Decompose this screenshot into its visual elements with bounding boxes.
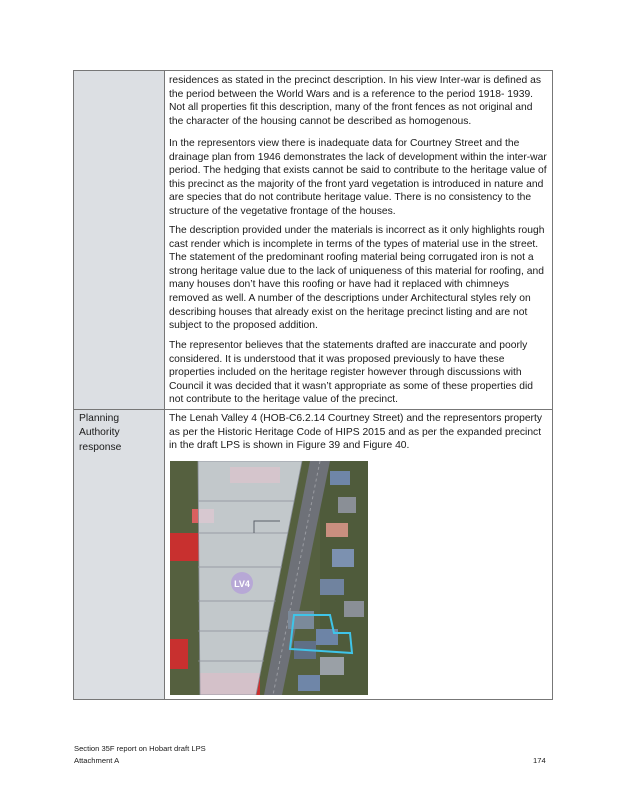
response-text: The Lenah Valley 4 (HOB-C6.2.14 Courtney Street) and the representors property as per the Historic Heritage Code of HIPS 2015 and as per the expanded precinct in the draft LPS is shown in Figure 39 and Figure 40. <box>169 413 542 452</box>
document-table <box>73 70 553 700</box>
paragraph-4: The representor believes that the statements drafted are inaccurate and poorly considered. It is understood that it was proposed previously to have these properties included on the heritage register however through discussions with Council it was decided that it wasn’t appropriate as some of these properties did not contribute to the heritage value of the precinct. <box>169 340 534 406</box>
precinct-map-figure <box>170 461 368 695</box>
aerial-map <box>170 461 368 695</box>
page-number: 174 <box>533 756 546 765</box>
row-label-planning-authority-response: Planning Authority response <box>79 413 122 453</box>
footer-attachment: Attachment A <box>74 756 120 765</box>
row-divider <box>74 409 552 410</box>
label-column <box>74 71 165 699</box>
paragraph-3: The description provided under the materials is incorrect as it only highlights rough cast render which is incomplete in terms of the types of material use in the street. The statement of the predominant roofing material being corrugated iron is not a strong heritage value due to the lack of uniqueness of this material for roofing, and many houses don’t have this roofing or have had it replaced with chimneys removed as well. A number of the descriptions under Architectural styles rely on describing houses that already exist on the heritage precinct listing and are not subject to the proposed addition. <box>169 225 545 332</box>
paragraph-1: residences as stated in the precinct description. In his view Inter-war is defined as the period between the World Wars and is a reference to the period 1918- 1939. Not all properties fit this description, many of the front fences as not original and the character of the housing cannot be described as homogenous. <box>169 75 542 127</box>
footer-title: Section 35F report on Hobart draft LPS <box>74 744 206 753</box>
paragraph-2: In the representors view there is inadequate data for Courtney Street and the drainage plan from 1946 demonstrates the lack of development within the inter-war period. The hedging that exists cannot be said to contribute to the heritage value of this precinct as the majority of the front yard vegetation is introduced in nature and are species that do not contribute heritage value. There is no consistency to the structure of the vegetative frontage of the houses. <box>169 138 547 217</box>
precinct-label: LV4 <box>234 579 250 589</box>
